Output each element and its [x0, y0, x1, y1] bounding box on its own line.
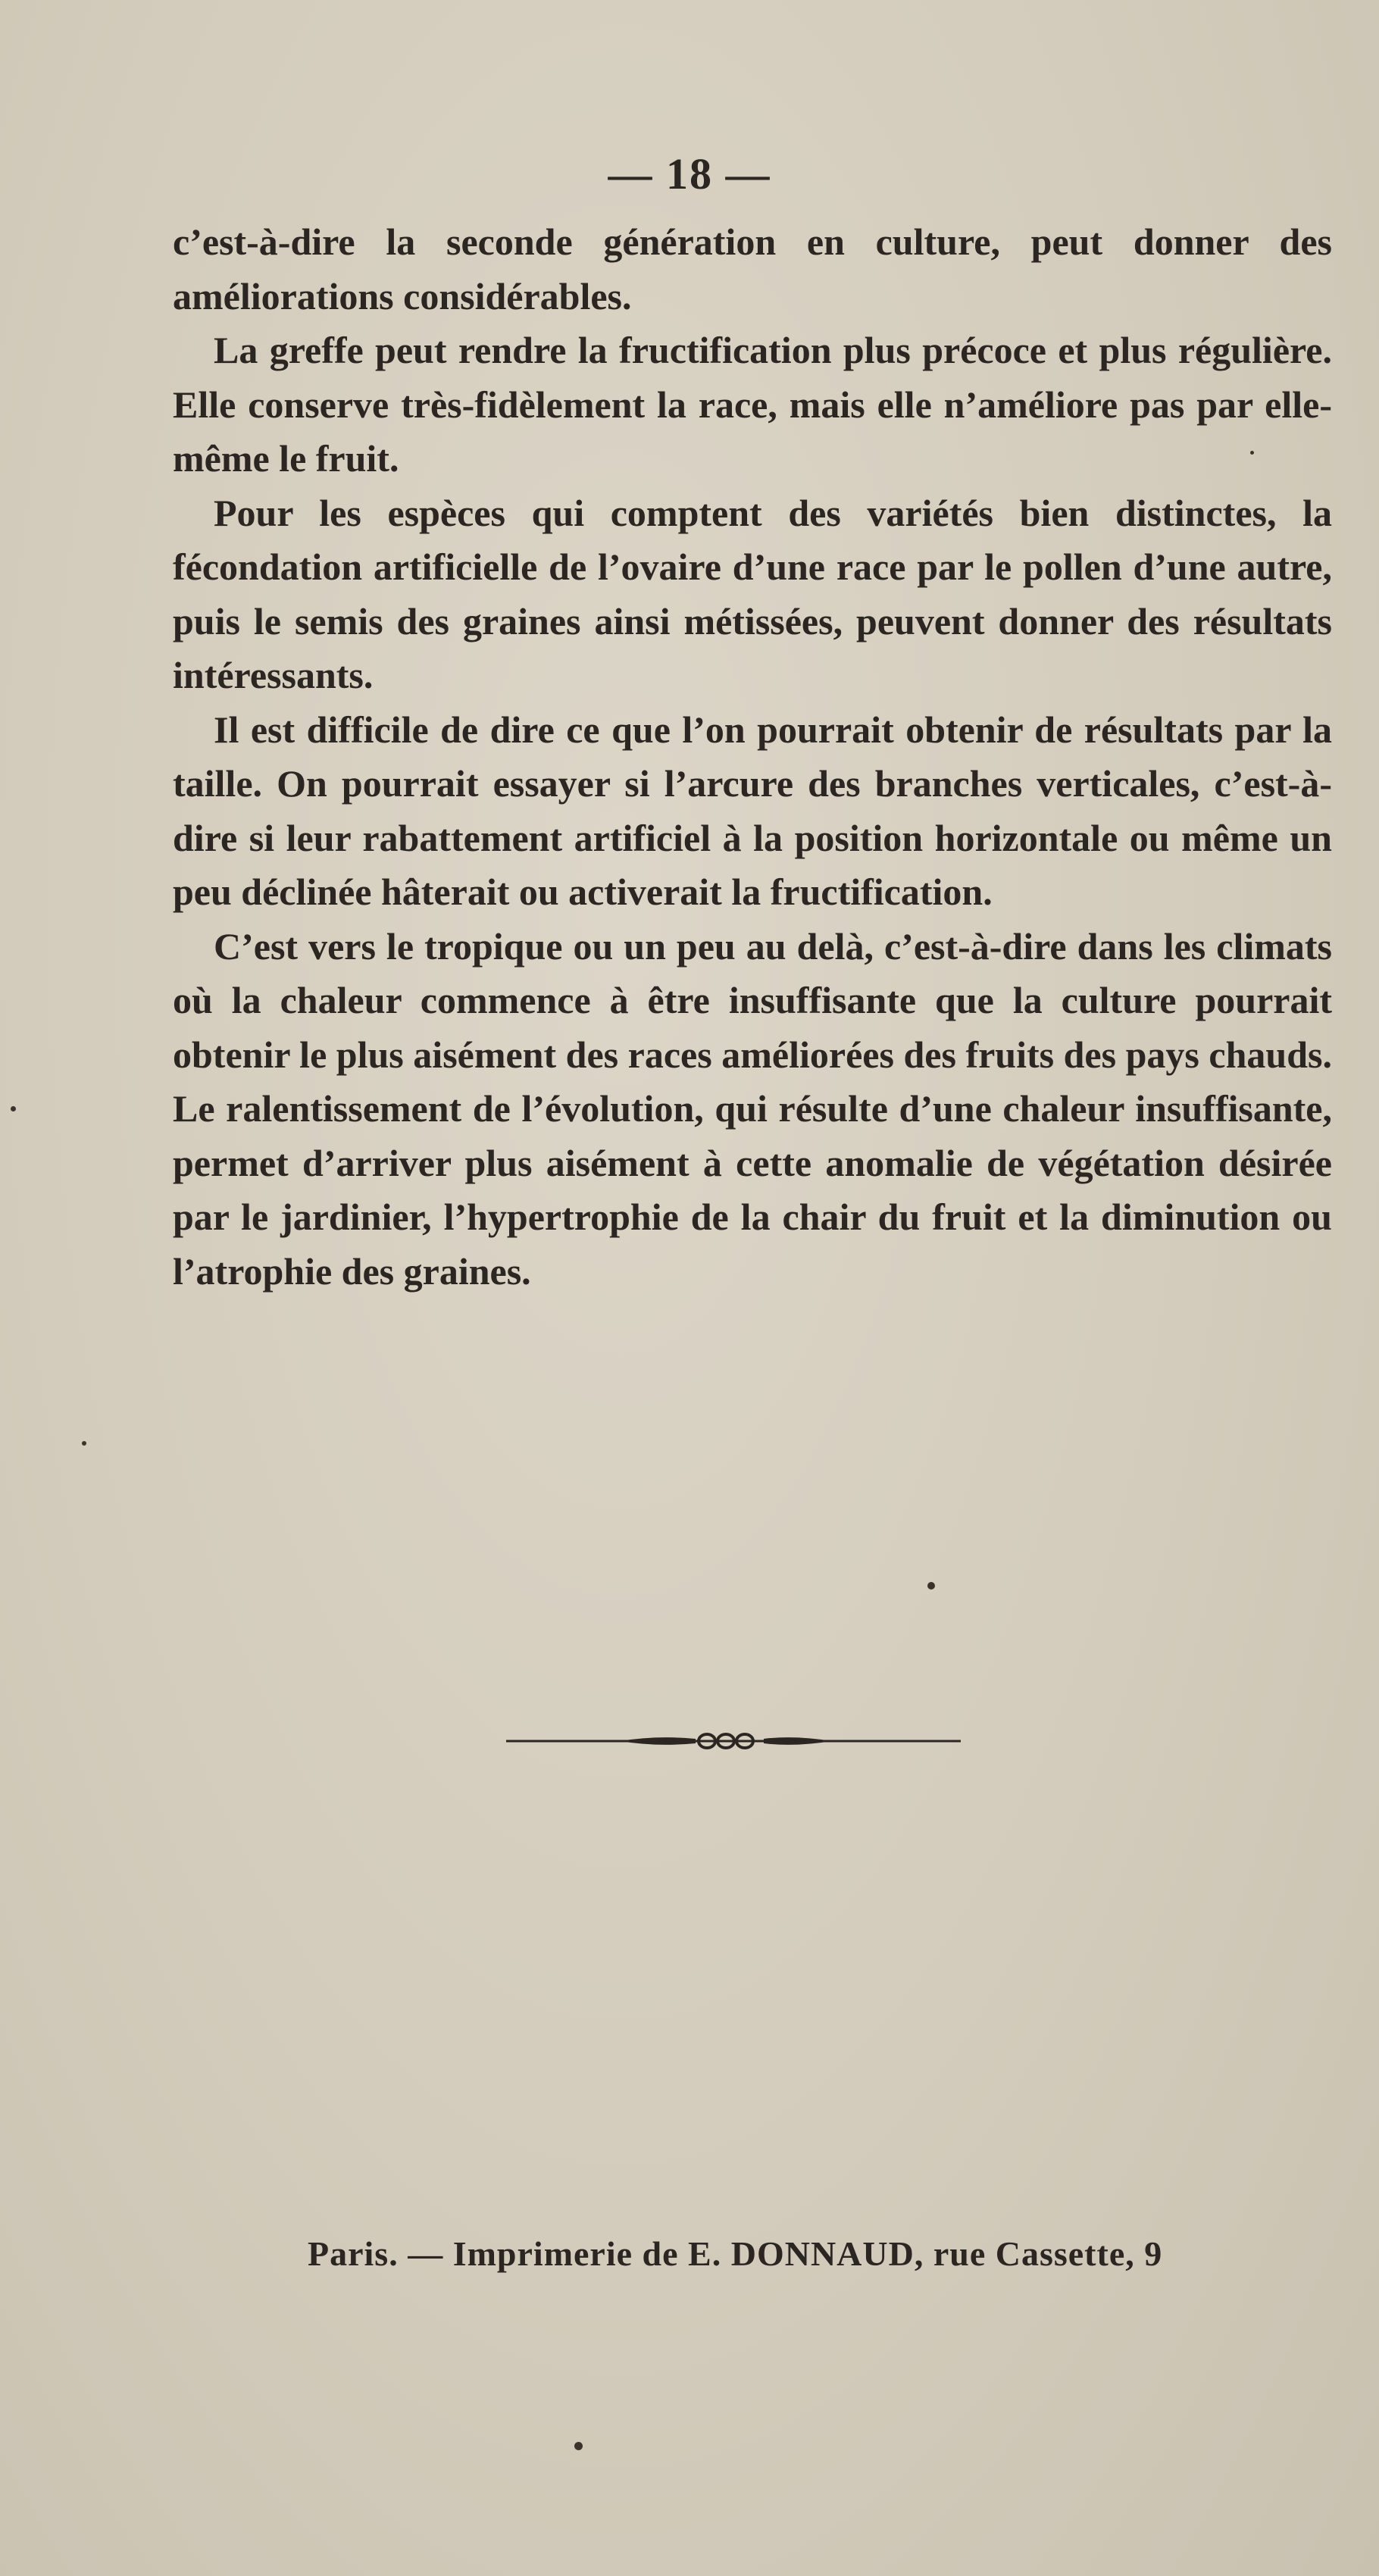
paragraph: Pour les espèces qui comptent des variétés bien distinctes, la fécondation artificielle de l’ovaire d’une race par le pollen d’une autre, puis le semis des graines ainsi métissées, peuvent donner des résultats intéressants.	[173, 491, 1332, 696]
fleuron-divider-icon	[506, 1726, 961, 1756]
paragraph: C’est vers le tropique ou un peu au delà, c’est-à-dire dans les climats où la chaleur commence à être insuffisante que la culture pourrait obtenir le plus aisément des races améliorées des fruits des pays chauds. Le ralentissement de l’évolution, qui résulte d’une chaleur insuffisante, permet d’arriver plus aisément à cette anomalie de végétation désirée par le jardinier, l’hypertrophie de la chair du fruit et la diminution ou l’atrophie des graines.	[173, 924, 1332, 1293]
ink-speck	[82, 1441, 86, 1446]
body-text	[173, 215, 1332, 1299]
ink-speck	[11, 1106, 16, 1111]
ink-speck	[927, 1582, 935, 1590]
paragraph: c’est-à-dire la seconde génération en culture, peut donner des améliorations considérables.	[173, 220, 1332, 317]
printer-imprint: Paris. — Imprimerie de E. DONNAUD, rue Cassette, 9	[308, 2234, 1163, 2273]
paragraph: Il est difficile de dire ce que l’on pourrait obtenir de résultats par la taille. On pourrait essayer si l’arcure des branches verticales, c’est-à-dire si leur rabattement artificiel à la position horizontale ou même un peu déclinée hâterait ou activerait la fructification.	[173, 708, 1332, 913]
ink-speck	[574, 2442, 583, 2450]
page-number: — 18 —	[608, 149, 771, 199]
paragraph: La greffe peut rendre la fructification plus précoce et plus régulière. Elle conserve très-fidèlement la race, mais elle n’améliore pas par elle-même le fruit.	[173, 329, 1332, 480]
ink-speck	[1250, 451, 1254, 455]
